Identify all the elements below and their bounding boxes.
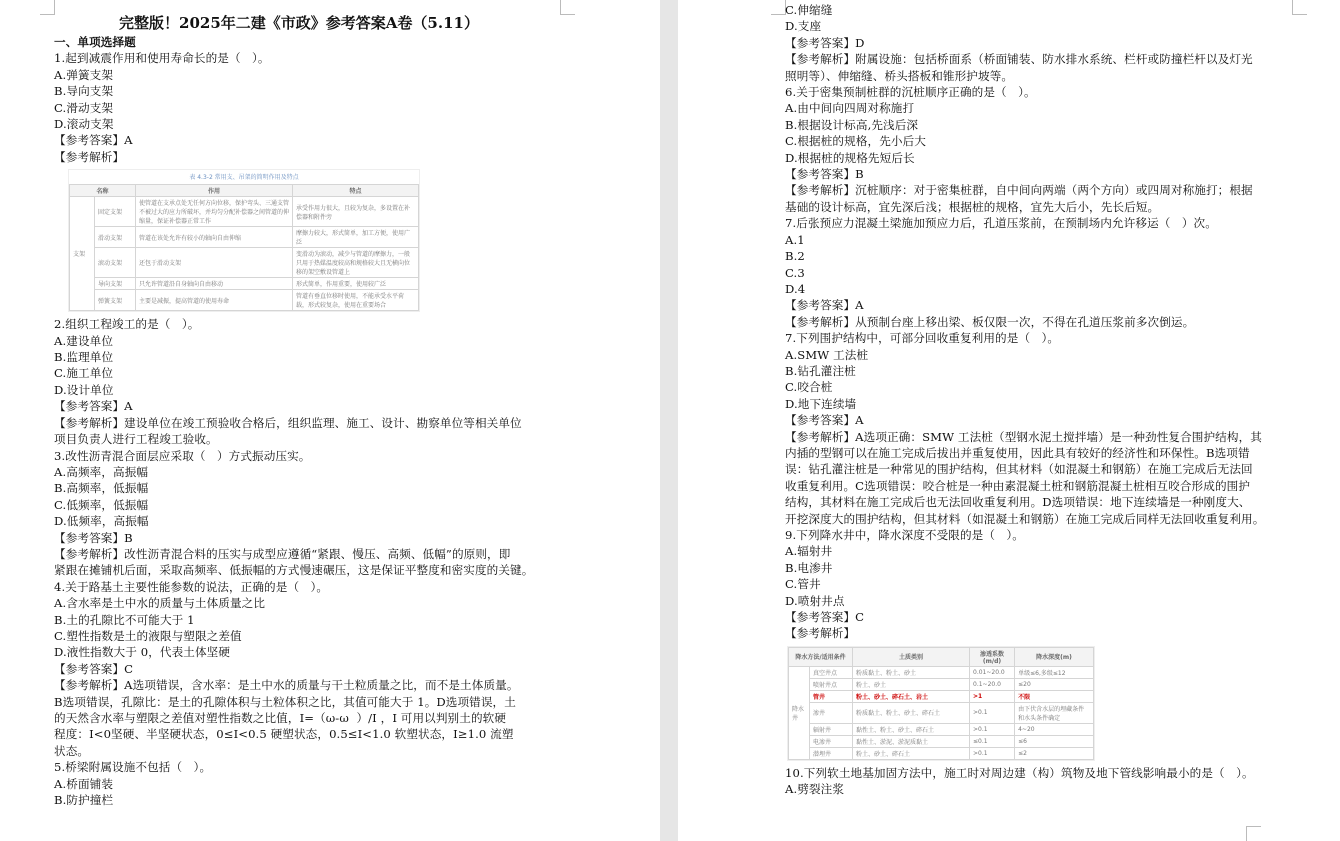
table-cell: 不限 [1015, 690, 1094, 702]
text-line: 基础的设计标高，宜先深后浅；根据桩的规格，宜先大后小，先长后短。 [785, 199, 1160, 214]
text-line: A.辐射井 [785, 544, 833, 559]
text-line: 【参考解析】沉桩顺序：对于密集桩群，自中间向两端（两个方向）或四周对称施打；根据 [785, 183, 1253, 198]
text-line: 2.组织工程竣工的是（ ）。 [54, 317, 200, 332]
table-cell: >0.1 [970, 702, 1015, 723]
text-line: 内插的型钢可以在施工完成后拔出并重复使用，因此具有较好的经济性和环保性。B选项错 [785, 445, 1250, 460]
table-cell: 黏性土、淤泥、淤泥质黏土 [853, 735, 970, 747]
table-cell: 滚动支架 [95, 248, 136, 278]
text-line: D.滚动支架 [54, 117, 114, 132]
left-page [0, 0, 660, 841]
table-header-cell: 降水方法/适用条件 [789, 647, 853, 666]
text-line: 项目负责人进行工程竣工验收。 [54, 432, 218, 447]
text-line: 【参考答案】A [785, 298, 864, 313]
table-row [70, 227, 419, 248]
text-line: A.含水率是土中水的质量与土体质量之比 [54, 596, 266, 611]
text-line: A.桥面铺装 [54, 776, 114, 791]
table-row [789, 678, 1094, 690]
table-caption: 表 4.3-2 常用支、吊架的简明作用及特点 [189, 174, 299, 182]
table-row [70, 278, 419, 290]
text-line: D.根据桩的规格先短后长 [785, 150, 915, 165]
table-cell: 真空井点 [810, 666, 853, 678]
page-corner-mark [560, 0, 575, 15]
table-cell: 粉质黏土、粉土、砂土、碎石土 [853, 702, 970, 723]
text-line: 照明等）、伸缩缝、桥头搭板和锥形护坡等。 [785, 68, 1014, 83]
text-line: B.土的孔隙比不可能大于 1 [54, 612, 195, 627]
right-page [678, 0, 1340, 841]
table-cell: ≤6 [1015, 735, 1094, 747]
table-cell: 黏性土、粉土、砂土、碎石土 [853, 723, 970, 735]
text-line: 【参考解析】A选项错误，含水率：是土中水的质量与干土粒质量之比，而不是土体质量。 [54, 678, 519, 693]
text-line: 的天然含水率与塑限之差值对塑性指数之比值，I=（ω-ω ）/I ，I 可用以判别土的软硬 [54, 711, 507, 725]
text-line: 3.改性沥青混合面层应采取（ ）方式振动压实。 [54, 448, 311, 463]
text-line: 结构，其材料在施工完成后也无法回收重复利用。D选项错误：地下连续墙是一种刚度大、 [785, 495, 1251, 510]
text-line: C.伸缩缝 [785, 3, 833, 17]
table-cell: 粉质黏土、粉土、砂土 [853, 666, 970, 678]
table-row [70, 197, 419, 227]
text-line: 【参考答案】A [785, 413, 864, 428]
text-line: 【参考答案】A [54, 133, 133, 148]
left-column [54, 12, 554, 808]
text-line: 【参考答案】B [54, 530, 133, 545]
text-line: B.导向支架 [54, 84, 114, 99]
text-line: 7.下列围护结构中，可部分回收重复利用的是（ ）。 [785, 331, 1060, 346]
doc-title: 完整版！2025年二建《市政》参考答案A卷（5.11） [119, 14, 479, 32]
table-cell: 管道有垂直位移时使用，不能承受水平荷载，形式较复杂，使用在重要场合 [293, 290, 419, 311]
table-row [789, 690, 1094, 702]
text-line: 误：钻孔灌注桩是一种常见的围护结构，但其材料（如混凝土和钢筋）在施工完成后无法回 [785, 462, 1253, 477]
table-row [70, 248, 419, 278]
table-cell: 辐射井 [810, 723, 853, 735]
text-line: 【参考答案】D [785, 35, 865, 50]
dewatering-table [788, 647, 1094, 760]
text-line: C.3 [785, 265, 805, 280]
left-text-block [54, 34, 554, 165]
text-line: A.弹簧支架 [54, 67, 114, 82]
text-line: 5.桥梁附属设施不包括（ ）。 [54, 760, 212, 775]
section-heading: 一、单项选择题 [54, 35, 136, 49]
table-cell: 电渗井 [810, 735, 853, 747]
table-cell: 变滑动为滚动，减少与管道的摩擦力，一般只用于热媒温度较高和规格较大且无横向位移的架空敷设管道上 [293, 248, 419, 278]
text-line: 【参考解析】 [54, 149, 125, 164]
text-line: D.设计单位 [54, 382, 114, 397]
text-line: 【参考答案】C [785, 610, 865, 625]
text-line: B.高频率，低振幅 [54, 481, 149, 496]
table-cell: 喷射井点 [810, 678, 853, 690]
text-line: D.地下连续墙 [785, 396, 857, 411]
right-text-block [785, 2, 1285, 642]
text-line: 6.关于密集预制桩群的沉桩顺序正确的是（ ）。 [785, 85, 1036, 100]
table-group-cell: 降水井 [789, 666, 810, 759]
table-cell: ≤0.1 [970, 735, 1015, 747]
text-line: B.根据设计标高,先浅后深 [785, 117, 919, 132]
table-row [789, 735, 1094, 747]
table-row [789, 702, 1094, 723]
table-cell: 管道在该处允许有较小的轴向自由伸缩 [136, 227, 293, 248]
text-line: D.低频率，高振幅 [54, 514, 149, 529]
table-row [70, 290, 419, 311]
text-line: 1.起到减震作用和使用寿命长的是（ ）。 [54, 51, 270, 66]
text-line: A.SMW 工法桩 [785, 347, 869, 362]
text-line: 【参考答案】C [54, 661, 134, 676]
text-line: C.施工单位 [54, 366, 114, 381]
table-cell: 0.01~20.0 [970, 666, 1015, 678]
table-cell: 形式简单，作用重要，使用较广泛 [293, 278, 419, 290]
page-gutter [660, 0, 678, 841]
table-row [789, 723, 1094, 735]
table-cell: >0.1 [970, 723, 1015, 735]
text-line: B.钻孔灌注桩 [785, 363, 856, 378]
table-cell: >1 [970, 690, 1015, 702]
text-line: A.劈裂注浆 [785, 782, 845, 797]
table-header-cell: 土质类别 [853, 647, 970, 666]
text-line: B.监理单位 [54, 350, 114, 365]
table-cell: 导向支架 [95, 278, 136, 290]
table-cell: 单级≤6,多级≤12 [1015, 666, 1094, 678]
text-line: B选项错误，孔隙比：是土的孔隙体积与土粒体积之比，其值可能大于 1。D选项错误，土 [54, 694, 516, 709]
table-cell: 粉土、砂土、碎石土、岩土 [853, 690, 970, 702]
text-line: D.液性指数大于 0，代表土体坚硬 [54, 645, 231, 660]
text-line: 【参考解析】建设单位在竣工预验收合格后，组织监理、施工、设计、勘察单位等相关单位 [54, 415, 522, 430]
table-cell: >0.1 [970, 747, 1015, 759]
table-header-cell: 作用 [136, 185, 293, 197]
text-line: B.2 [785, 249, 805, 264]
text-line: 【参考解析】A选项正确：SMW 工法桩（型钢水泥土搅拌墙）是一种劲性复合围护结构，其 [785, 429, 1262, 444]
text-line: 【参考解析】从预制台座上移出梁、板仅限一次，不得在孔道压浆前多次倒运。 [785, 314, 1195, 329]
text-line: 紧跟在摊铺机后面，采取高频率、低振幅的方式慢速碾压，这是保证平整度和密实度的关键。 [54, 563, 534, 578]
text-line: 开挖深度大的围护结构，但其材料（如混凝土和钢筋）在施工完成后同样无法回收重复利用。 [785, 511, 1265, 526]
table-cell: 弹簧支架 [95, 290, 136, 311]
text-line: B.防护撞栏 [54, 793, 114, 808]
table-cell: 0.1~20.0 [970, 678, 1015, 690]
text-line: A.建设单位 [54, 333, 114, 348]
page-corner-mark [771, 0, 786, 15]
text-line: D.支座 [785, 19, 822, 34]
text-line: C.塑性指数是土的液限与塑限之差值 [54, 628, 242, 643]
text-line: B.电渗井 [785, 560, 833, 575]
table-cell: 固定支架 [95, 197, 136, 227]
text-line: C.低频率，低振幅 [54, 497, 149, 512]
support-table [69, 184, 419, 311]
table-cell: ≤20 [1015, 678, 1094, 690]
table-cell: 使管道在支承点处无任何方向位移，保护弯头、三通支管不被过大的应力所破坏，并均匀分配补偿器之间管道的伸缩量，保证补偿器正常工作 [136, 197, 293, 227]
text-line: A.高频率，高振幅 [54, 464, 149, 479]
text-line: D.4 [785, 281, 806, 296]
text-line: 10.下列软土地基加固方法中，施工时对周边建（构）筑物及地下管线影响最小的是（ ）。 [785, 765, 1254, 780]
table-cell: 粉土、砂土 [853, 678, 970, 690]
table-cell: 由下伏含水层的埋藏条件和水头条件确定 [1015, 702, 1094, 723]
text-line: A.1 [785, 232, 805, 247]
table-header-cell: 特点 [293, 185, 419, 197]
dewatering-table-figure [787, 646, 1095, 761]
table-header-cell: 降水深度(m) [1015, 647, 1094, 666]
table-cell: 潜埋井 [810, 747, 853, 759]
table-cell: 摩擦力较大，形式简单，加工方便，使用广泛 [293, 227, 419, 248]
table-cell: 承受作用力很大，且较为复杂，多设置在补偿器和附件旁 [293, 197, 419, 227]
table-cell: 渗井 [810, 702, 853, 723]
table-cell: 滑动支架 [95, 227, 136, 248]
page-corner-mark [1246, 826, 1261, 841]
table-cell: 管井 [810, 690, 853, 702]
text-line: 7.后张预应力混凝土梁施加预应力后，孔道压浆前，在预制场内允许移运（ ）次。 [785, 216, 1217, 231]
right-text-block-2 [785, 765, 1285, 798]
page-corner-mark [1292, 0, 1307, 15]
table-row [789, 747, 1094, 759]
table-cell: 主要是减振，提高管道的使用寿命 [136, 290, 293, 311]
table-row [789, 666, 1094, 678]
text-line: 状态。 [54, 743, 90, 758]
text-line: C.根据桩的规格，先小后大 [785, 134, 926, 149]
table-cell: 还包于滑动支架 [136, 248, 293, 278]
table-cell: 4~20 [1015, 723, 1094, 735]
table-header-row [70, 185, 419, 197]
table-header-cell: 渗透系数(m/d) [970, 647, 1015, 666]
text-line: A.由中间向四周对称施打 [785, 101, 915, 116]
text-line: 【参考解析】附属设施：包括桥面系（桥面铺装、防水排水系统、栏杆或防撞栏杆以及灯光 [785, 52, 1253, 67]
text-line: 【参考答案】A [54, 399, 133, 414]
text-line: C.管井 [785, 577, 821, 592]
text-line: 【参考解析】改性沥青混合料的压实与成型应遵循“紧跟、慢压、高频、低幅”的原则，即 [54, 546, 511, 561]
text-line: 程度：I<0坚硬、半坚硬状态，0≤I<0.5 硬塑状态，0.5≤I<1.0 软塑状态，I≥1.0 流塑 [54, 727, 514, 742]
text-line: D.喷射井点 [785, 593, 845, 608]
text-line: 9.下列降水井中，降水深度不受限的是（ ）。 [785, 528, 1025, 542]
left-text-block-2 [54, 316, 554, 808]
text-line: 【参考答案】B [785, 167, 864, 182]
table-header-cell: 名称 [70, 185, 136, 197]
text-line: C.咬合桩 [785, 380, 833, 395]
table-group-cell: 支架 [70, 197, 95, 311]
text-line: C.滑动支架 [54, 100, 114, 115]
text-line: 【参考解析】 [785, 626, 856, 641]
table-cell: 只允许管道沿自身轴向自由移动 [136, 278, 293, 290]
table-cell: ≤2 [1015, 747, 1094, 759]
text-line: 4.关于路基土主要性能参数的说法，正确的是（ ）。 [54, 579, 329, 594]
table-cell: 粉土、砂土、碎石土 [853, 747, 970, 759]
table-header-row [789, 647, 1094, 666]
text-line: 收重复利用。C选项错误：咬合桩是一种由素混凝土桩和钢筋混凝土桩相互咬合形成的围护 [785, 478, 1251, 493]
right-column [785, 2, 1285, 798]
support-table-figure [68, 169, 420, 312]
